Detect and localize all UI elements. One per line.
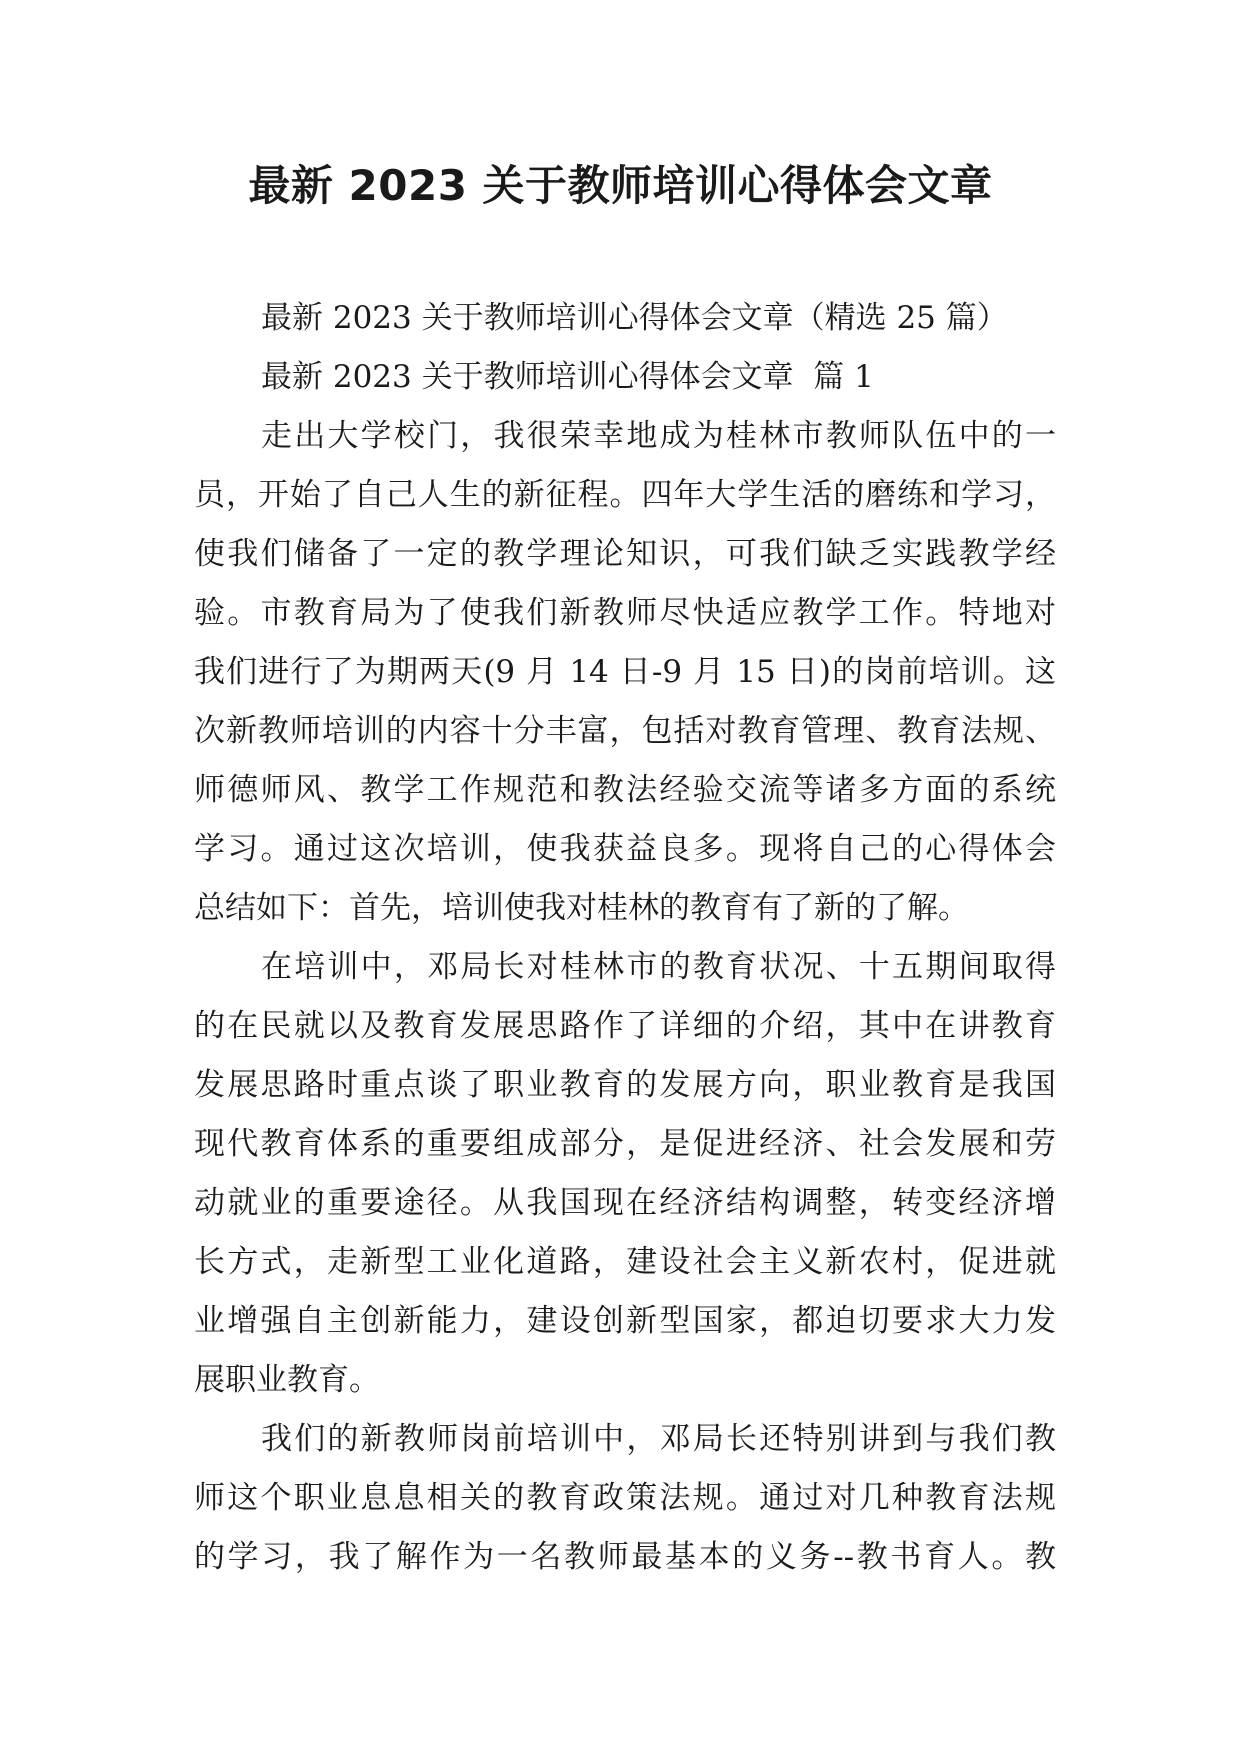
- text-line: 展职业教育。: [194, 1362, 380, 1398]
- section-heading: 最新 2023 关于教师培训心得体会文章 篇 1: [261, 359, 874, 395]
- text-line: 业增强自主创新能力，建设创新型国家，都迫切要求大力发: [194, 1303, 1056, 1339]
- text-line: 走出大学校门，我很荣幸地成为桂林市教师队伍中的一: [261, 418, 1056, 454]
- text-line: 在培训中，邓局长对桂林市的教育状况、十五期间取得: [261, 949, 1056, 985]
- text-line: 使我们储备了一定的教学理论知识，可我们缺乏实践教学经: [194, 536, 1056, 572]
- text-line: 的在民就以及教育发展思路作了详细的介绍，其中在讲教育: [194, 1008, 1056, 1044]
- paragraph-3: [194, 1410, 1056, 1587]
- text-line: 师这个职业息息相关的教育政策法规。通过对几种教育法规: [194, 1480, 1056, 1516]
- document-body: [194, 289, 1056, 1587]
- text-line: 总结如下：首先，培训使我对桂林的教育有了新的了解。: [194, 890, 969, 926]
- text-line: 次新教师培训的内容十分丰富，包括对教育管理、教育法规、: [194, 713, 1056, 749]
- text-line: 员，开始了自己人生的新征程。四年大学生活的磨练和学习，: [194, 477, 1056, 513]
- paragraph-2: [194, 938, 1056, 1410]
- text-line: 现代教育体系的重要组成部分，是促进经济、社会发展和劳: [194, 1126, 1056, 1162]
- document-subtitle: 最新 2023 关于教师培训心得体会文章（精选 25 篇）: [261, 300, 1008, 336]
- text-line: 我们进行了为期两天(9 月 14 日-9 月 15 日)的岗前培训。这: [194, 654, 1056, 690]
- text-line: 验。市教育局为了使我们新教师尽快适应教学工作。特地对: [194, 595, 1056, 631]
- text-line: 发展思路时重点谈了职业教育的发展方向，职业教育是我国: [194, 1067, 1056, 1103]
- text-line: 动就业的重要途径。从我国现在经济结构调整，转变经济增: [194, 1185, 1056, 1221]
- document-title: 最新 2023 关于教师培训心得体会文章: [248, 161, 993, 210]
- paragraph-1: [194, 407, 1056, 938]
- text-line: 师德师风、教学工作规范和教法经验交流等诸多方面的系统: [194, 772, 1056, 808]
- text-line: 我们的新教师岗前培训中，邓局长还特别讲到与我们教: [261, 1421, 1056, 1457]
- text-line: 学习。通过这次培训，使我获益良多。现将自己的心得体会: [194, 831, 1056, 867]
- text-line: 长方式，走新型工业化道路，建设社会主义新农村，促进就: [194, 1244, 1056, 1280]
- text-line: 的学习，我了解作为一名教师最基本的义务--教书育人。教: [194, 1539, 1056, 1575]
